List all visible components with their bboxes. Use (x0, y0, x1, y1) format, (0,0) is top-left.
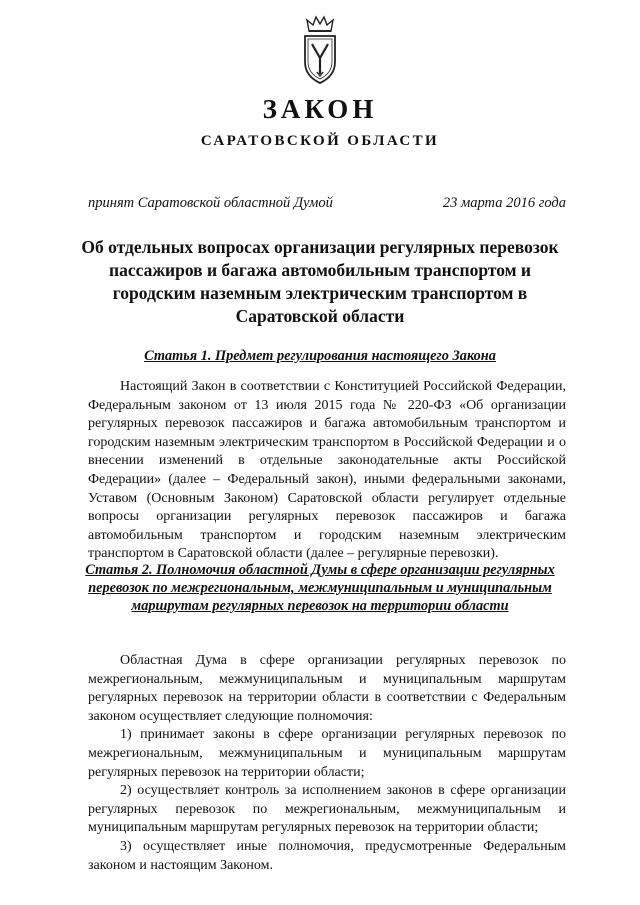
document-title: Об отдельных вопросах организации регулярных перевозок пассажиров и багажа автомобильным транспортом и городским наземным электрическим транспортом в Саратовской области (81, 237, 559, 326)
article-2-body (88, 652, 566, 875)
article-2-heading (78, 561, 562, 615)
article-2-intro: Областная Дума в сфере организации регулярных перевозок по межрегиональным, межмуниципальным и муниципальным маршрутам регулярных перевозок на территории области в соответствии с Федеральным законом осуществляет следующие полномочия: (88, 653, 566, 724)
article-2-item: 1) принимает законы в сфере организации регулярных перевозок по межрегиональным, межмуниципальным и муниципальным маршрутам регулярных перевозок на территории области; (88, 727, 566, 780)
article-2-item: 3) осуществляет иные полномочия, предусмотренные Федеральным законом и настоящим Законом. (88, 838, 566, 873)
law-title: ЗАКОН (262, 94, 378, 124)
article-2-heading-text: Статья 2. Полномочия областной Думы в сфере организации регулярных перевозок по межрегиональным, межмуниципальным и муниципальным маршрутам регулярных перевозок на территории области (85, 562, 555, 614)
article-1-heading (78, 347, 562, 365)
adopted-by: принят Саратовской областной Думой (88, 195, 333, 211)
adoption-line (88, 195, 566, 212)
article-1-body (88, 378, 566, 564)
adopted-date: 23 марта 2016 года (442, 195, 566, 211)
saratov-coat-of-arms-icon (296, 14, 344, 86)
region-name: САРАТОВСКОЙ ОБЛАСТИ (200, 133, 440, 149)
article-2-item: 2) осуществляет контроль за исполнением законов в сфере организации регулярных перевозок по межрегиональным, межмуниципальным и муниципальным маршрутам регулярных перевозок на территории области; (88, 783, 566, 836)
article-1-paragraph: Настоящий Закон в соответствии с Конституцией Российской Федерации, Федеральным законом от 13 июля 2015 года № 220-ФЗ «Об организации регулярных перевозок пассажиров и багажа автомобильным транспортом и городским наземным электрическим транспортом в Российской Федерации и о внесении изменений в отдельные законодательные акты Российской Федерации» (далее – Федеральный закон), иными федеральными законами, Уставом (Основным Законом) Саратовской области регулирует отдельные вопросы организации регулярных перевозок пассажиров и багажа автомобильным транспортом и городским наземным электрическим транспортом в Саратовской области (далее – регулярные перевозки). (88, 379, 566, 562)
article-1-heading-text: Статья 1. Предмет регулирования настоящего Закона (144, 348, 496, 364)
